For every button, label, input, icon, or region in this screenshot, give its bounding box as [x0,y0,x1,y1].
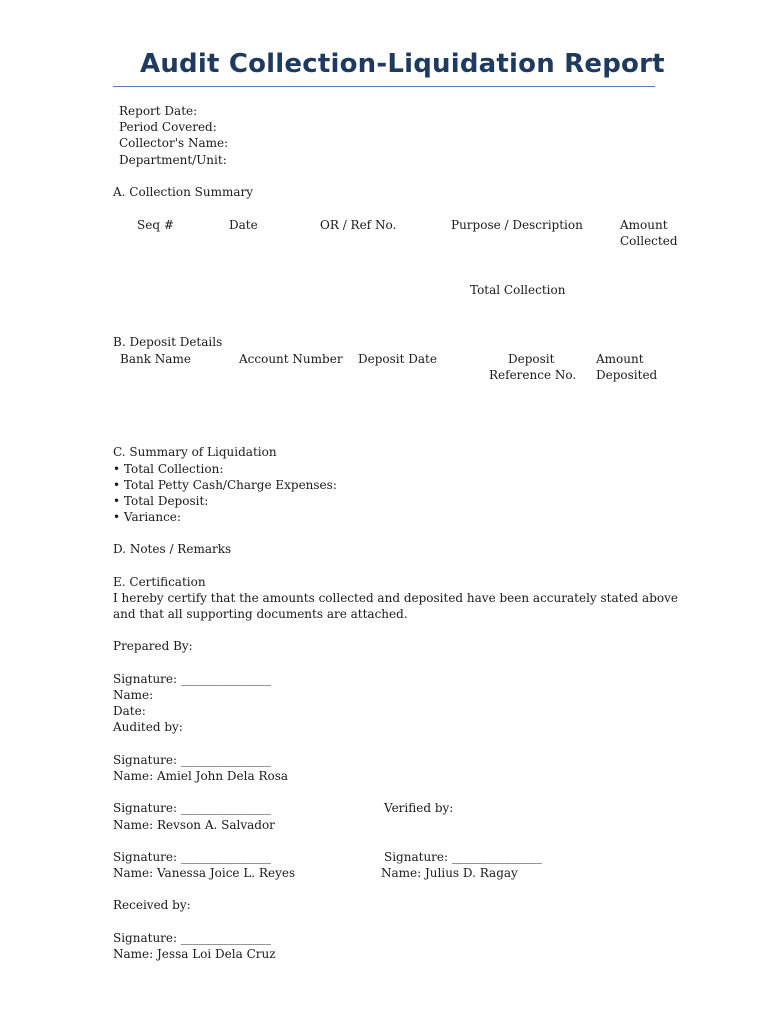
field-report-date: Report Date: [119,104,198,118]
liquidation-item: • Variance: [113,510,181,524]
report-title: Audit Collection-Liquidation Report [140,49,665,79]
liquidation-item: • Total Petty Cash/Charge Expenses: [113,478,337,492]
audited-name-1: Name: Amiel John Dela Rosa [113,769,289,783]
col-reference-no: Reference No. [489,368,577,382]
field-period-covered: Period Covered: [119,120,217,134]
audited-signature-line-1: Signature: _______________ [113,753,271,767]
liquidation-heading: C. Summary of Liquidation [113,445,277,459]
liquidation-item: • Total Deposit: [113,494,209,508]
prepared-by-label: Prepared By: [113,639,193,653]
title-underline [113,86,655,87]
col-account-number: Account Number [239,352,343,366]
audited-signature-line-3: Signature: _______________ [113,850,271,864]
prepared-name: Name: [113,688,154,702]
audited-name-2: Name: Revson A. Salvador [113,818,275,832]
col-collected: Collected [620,234,678,248]
received-by-label: Received by: [113,898,191,912]
field-collector-name: Collector's Name: [119,136,229,150]
received-name: Name: Jessa Loi Dela Cruz [113,947,276,961]
field-department-unit: Department/Unit: [119,153,227,167]
col-amount: Amount [620,218,668,232]
col-or-ref: OR / Ref No. [320,218,397,232]
col-purpose: Purpose / Description [451,218,583,232]
deposit-details-heading: B. Deposit Details [113,335,223,349]
received-signature-line: Signature: _______________ [113,931,271,945]
audited-signature-line-2: Signature: _______________ [113,801,271,815]
collection-summary-heading: A. Collection Summary [113,185,254,199]
col-deposit: Deposit [508,352,555,366]
prepared-signature-line: Signature: _______________ [113,672,271,686]
certification-heading: E. Certification [113,575,206,589]
audited-by-label: Audited by: [113,720,183,734]
col-deposited: Deposited [596,368,658,382]
col-bank-name: Bank Name [120,352,191,366]
verified-signature-line: Signature: _______________ [384,850,542,864]
col-deposit-date: Deposit Date [358,352,437,366]
col-amount-deposited: Amount [596,352,644,366]
verified-by-label: Verified by: [384,801,454,815]
certification-text-line1: I hereby certify that the amounts collected and deposited have been accurately stated above [113,591,678,605]
total-collection-label: Total Collection [470,283,566,297]
certification-text-line2: and that all supporting documents are attached. [113,607,408,621]
col-date: Date [229,218,258,232]
audited-name-3: Name: Vanessa Joice L. Reyes [113,866,296,880]
liquidation-item: • Total Collection: [113,462,224,476]
col-seq: Seq # [137,218,174,232]
prepared-date: Date: [113,704,146,718]
verified-name: Name: Julius D. Ragay [381,866,518,880]
notes-heading: D. Notes / Remarks [113,542,232,556]
